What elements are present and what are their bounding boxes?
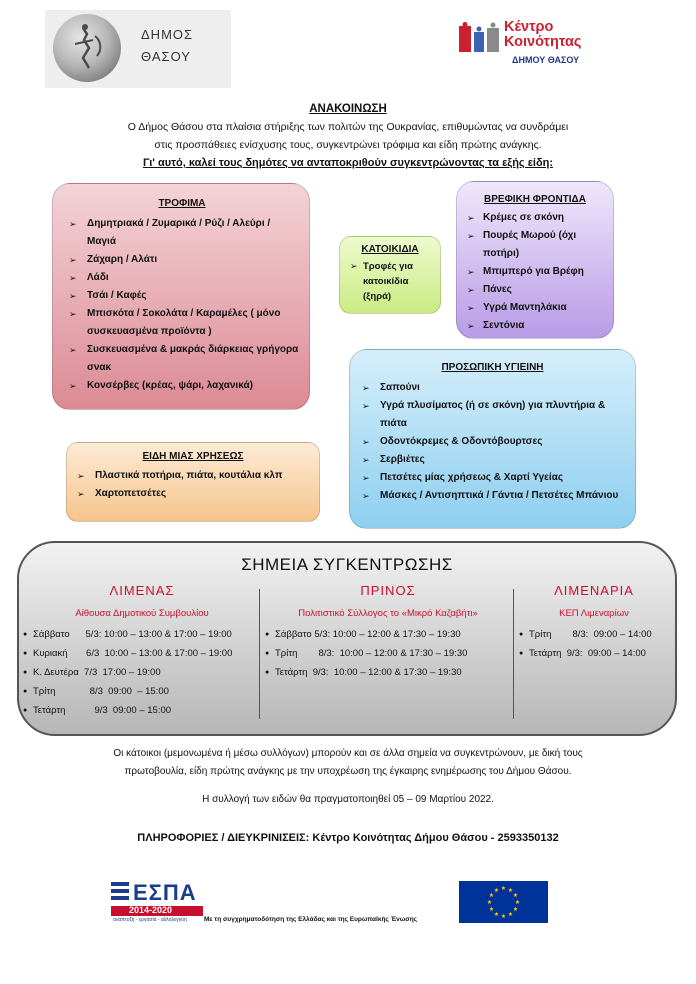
schedule-row: ● Τρίτη 8/3 09:00 – 15:00 — [23, 682, 261, 701]
baby-care-item: ➢ Σεντόνια — [463, 317, 607, 335]
community-center-title-line1: Κέντρο — [504, 19, 554, 35]
community-center-subtitle: ΔΗΜΟΥ ΘΑΣΟΥ — [512, 55, 580, 65]
announcement-call: Γι' αυτό, καλεί τους δημότες να ανταποκριθούν συγκεντρώνοντας τα εξής είδη: — [142, 157, 554, 169]
baby-care-item: ➢ Κρέμες σε σκόνη — [463, 209, 607, 227]
food-item: ➢ Συσκευασμένα & μακράς διάρκειας γρήγορα σνακ — [65, 341, 299, 377]
collection-point-limenas — [23, 583, 261, 720]
schedule-row: ● Τετάρτη 9/3 09:00 – 15:00 — [23, 701, 261, 720]
baby-care-item: ➢ Μπιμπερό για Βρέφη — [463, 263, 607, 281]
svg-text:★: ★ — [512, 892, 519, 899]
community-people-icon — [458, 22, 502, 54]
schedule-row: ● Τρίτη 8/3: 09:00 – 14:00 — [519, 625, 669, 644]
column-divider — [513, 589, 514, 719]
municipality-name-line1: ΔΗΜΟΣ — [141, 27, 194, 42]
collection-points-title: ΣΗΜΕΙΑ ΣΥΓΚΕΝΤΡΩΣΗΣ — [241, 555, 453, 574]
hygiene-item: ➢ Οδοντόκρεμες & Οδοντόβουρτσες — [358, 433, 627, 451]
pets-box-title: ΚΑΤΟΙΚΙΔΙΑ — [361, 244, 419, 255]
schedule-row: ● Κυριακή 6/3 10:00 – 13:00 & 17:00 – 19:00 — [23, 644, 261, 663]
disposables-box — [66, 442, 320, 522]
baby-care-box-title: ΒΡΕΦΙΚΗ ΦΡΟΝΤΙΔΑ — [484, 194, 586, 205]
eu-flag-icon — [459, 881, 548, 923]
food-item: ➢ Λάδι — [65, 269, 299, 287]
svg-text:★: ★ — [500, 885, 507, 892]
announcement-line2: στις προσπάθειες ενίσχυσης τους, συγκεντρώνει τρόφιμα και είδη πρώτης ανάγκης. — [154, 139, 542, 151]
location-name: ΛΙΜΕΝΑΡΙΑ — [554, 583, 634, 598]
schedule-row: ● Σάββατο 5/3: 10:00 – 13:00 & 17:00 – 19:00 — [23, 625, 261, 644]
coin-emblem-icon — [53, 14, 121, 82]
column-divider — [259, 589, 260, 719]
announcement-title: ΑΝΑΚΟΙΝΩΣΗ — [309, 103, 387, 115]
svg-text:★: ★ — [500, 913, 507, 920]
food-item: ➢ Ζάχαρη / Αλάτι — [65, 251, 299, 269]
espa-logo — [111, 880, 203, 924]
announcement-line1: Ο Δήμος Θάσου στα πλαίσια στήριξης των πολιτών της Ουκρανίας, επιθυμώντας να συνδράμει — [127, 121, 569, 133]
disposables-item: ➢ Χαρτοπετσέτες — [73, 485, 313, 503]
location-venue: Πολιτιστικό Σύλλογος το «Μικρό Καζαβήτι» — [298, 608, 478, 619]
svg-text:★: ★ — [488, 892, 495, 899]
pets-box — [339, 236, 441, 314]
hygiene-item: ➢ Σαπούνι — [358, 379, 627, 397]
espa-years: 2014-2020 — [129, 905, 173, 915]
food-item: ➢ Κονσέρβες (κρέας, ψάρι, λαχανικά) — [65, 377, 299, 395]
municipality-name — [141, 24, 193, 68]
location-venue: Αίθουσα Δημοτικού Συμβουλίου — [75, 608, 209, 619]
disposables-box-title: ΕΙΔΗ ΜΙΑΣ ΧΡΗΣΕΩΣ — [142, 451, 244, 462]
collection-point-limenaria — [519, 583, 669, 663]
additional-note-line1: Οι κάτοικοι (μεμονωμένα ή μέσω συλλόγων) μπορούν και σε άλλα σημεία να συγκεντρώνουν, με δική τους — [113, 748, 583, 759]
hygiene-item: ➢ Σερβιέτες — [358, 451, 627, 469]
cofunding-text: Με τη συγχρηματοδότηση της Ελλάδας και της Ευρωπαϊκής Ένωσης — [204, 916, 418, 923]
additional-note — [50, 745, 646, 781]
pets-item: ➢ Τροφές για κατοικίδια (ξηρά) — [346, 259, 434, 304]
schedule-row: ● Σάββατο 5/3: 10:00 – 12:00 & 17:30 – 19:30 — [265, 625, 511, 644]
svg-text:★: ★ — [514, 899, 521, 906]
disposables-item: ➢ Πλαστικά ποτήρια, πιάτα, κουτάλια κλπ — [73, 467, 313, 485]
hygiene-box — [349, 349, 636, 529]
location-name: ΛΙΜΕΝΑΣ — [109, 583, 175, 598]
food-box — [52, 183, 310, 410]
food-item: ➢ Τσάι / Καφές — [65, 287, 299, 305]
community-center-title — [504, 20, 581, 50]
svg-text:★: ★ — [486, 899, 493, 906]
baby-care-item: ➢ Πάνες — [463, 281, 607, 299]
schedule-row: ● Τρίτη 8/3: 10:00 – 12:00 & 17:30 – 19:30 — [265, 644, 511, 663]
announcement — [60, 100, 636, 172]
espa-name: ΕΣΠΑ — [133, 880, 197, 905]
municipality-logo — [45, 10, 231, 88]
hygiene-item: ➢ Μάσκες / Αντισηπτικά / Γάντια / Πετσέτες Μπάνιου — [358, 487, 627, 505]
svg-text:★: ★ — [488, 906, 495, 913]
collection-point-prinos — [265, 583, 511, 682]
svg-text:★: ★ — [512, 906, 519, 913]
baby-care-item: ➢ Υγρά Μαντηλάκια — [463, 299, 607, 317]
schedule-row: ● Τετάρτη 9/3: 09:00 – 14:00 — [519, 644, 669, 663]
collection-period: Η συλλογή των ειδών θα πραγματοποιηθεί 05 – 09 Μαρτίου 2022. — [202, 794, 494, 805]
collection-points-panel — [17, 541, 677, 736]
food-item: ➢ Μπισκότα / Σοκολάτα / Καραμέλες ( μόνο συσκευασμένα προϊόντα ) — [65, 305, 299, 341]
schedule-row: ● Κ. Δευτέρα 7/3 17:00 – 19:00 — [23, 663, 261, 682]
svg-text:★: ★ — [493, 887, 500, 894]
svg-text:★: ★ — [493, 911, 500, 918]
baby-care-box — [456, 181, 614, 339]
food-box-title: ΤΡΟΦΙΜΑ — [158, 198, 206, 209]
svg-text:★: ★ — [507, 887, 514, 894]
hygiene-item: ➢ Πετσέτες μίας χρήσεως & Χαρτί Υγείας — [358, 469, 627, 487]
municipality-name-line2: ΘΑΣΟΥ — [141, 49, 191, 64]
baby-care-item: ➢ Πουρές Μωρού (όχι ποτήρι) — [463, 227, 607, 263]
hygiene-item: ➢ Υγρά πλυσίματος (ή σε σκόνη) για πλυντήρια & πιάτα — [358, 397, 627, 433]
location-venue: ΚΕΠ Λιμεναρίων — [559, 608, 629, 619]
espa-slogan: ανάπτυξη - εργασία - αλληλεγγύη — [113, 917, 187, 923]
location-name: ΠΡΙΝΟΣ — [360, 583, 416, 598]
hygiene-box-title: ΠΡΟΣΩΠΙΚΗ ΥΓΙΕΙΝΗ — [441, 362, 544, 373]
food-item: ➢ Δημητριακά / Ζυμαρικά / Ρύζι / Αλεύρι / Μαγιά — [65, 215, 299, 251]
svg-text:★: ★ — [507, 911, 514, 918]
schedule-row: ● Τετάρτη 9/3: 10:00 – 12:00 & 17:30 – 19:30 — [265, 663, 511, 682]
additional-note-line2: πρωτοβουλία, είδη πρώτης ανάγκης με την υποχρέωση της έγκαιρης ενημέρωσης του Δήμου Θάσου. — [124, 766, 572, 777]
community-center-logo — [458, 20, 618, 70]
contact-info: ΠΛΗΡΟΦΟΡΙΕΣ / ΔΙΕΥΚΡΙΝΙΣΕΙΣ: Κέντρο Κοινότητας Δήμου Θάσου - 2593350132 — [137, 832, 559, 844]
community-center-title-line2: Κοινότητας — [504, 34, 582, 50]
